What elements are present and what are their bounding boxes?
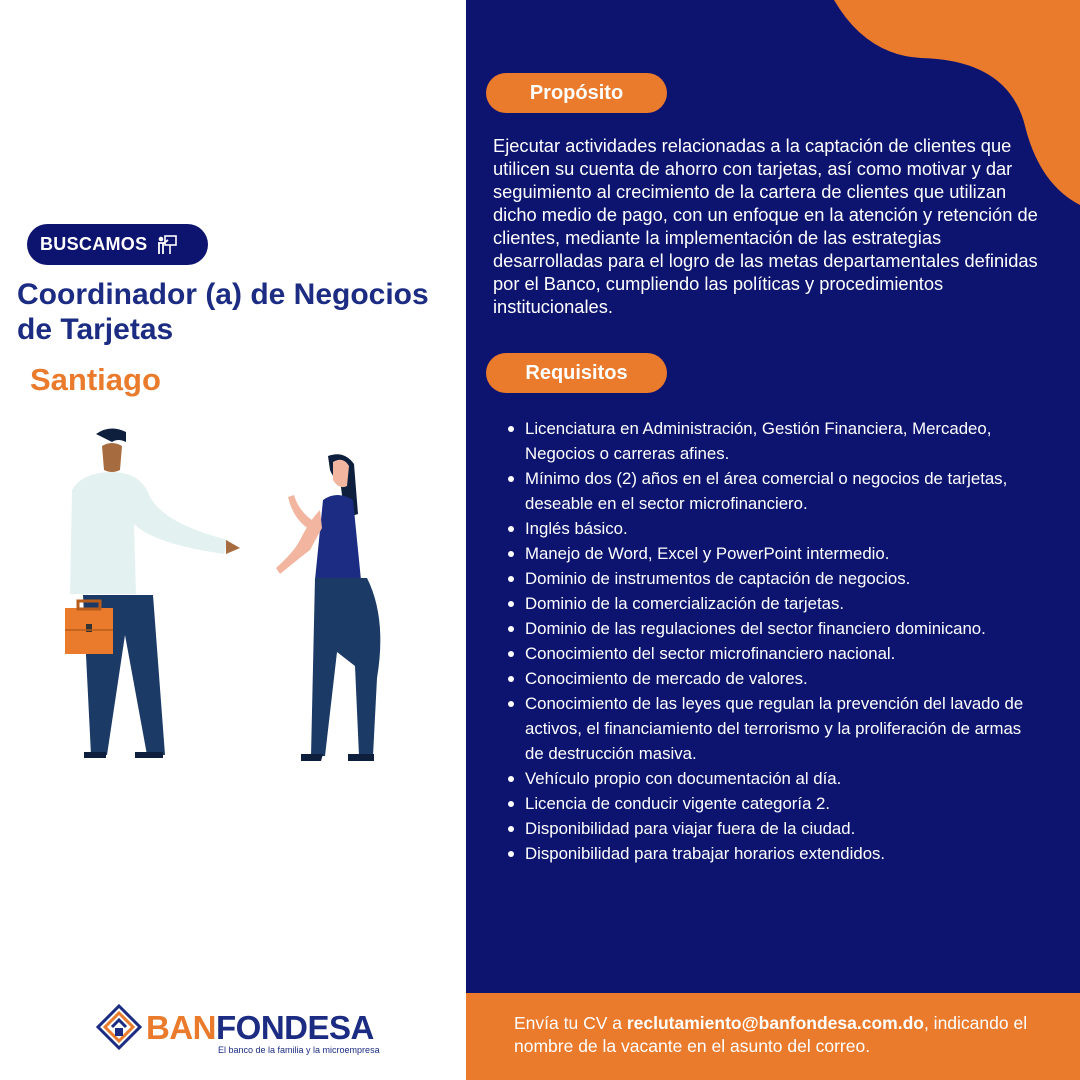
buscamos-label: BUSCAMOS [40,234,148,254]
brand-fondesa: FONDESA [216,1009,374,1046]
people-illustration [50,420,400,770]
requirement-item: Licenciatura en Administración, Gestión Financiera, Mercadeo, Negocios o carreras afines. [507,416,1037,466]
footer-suffix: , indicando el nombre de la vacante en el asunto del correo. [514,1013,1028,1056]
requirement-item: Licencia de conducir vigente categoría 2. [507,791,1037,816]
requirement-item: Dominio de instrumentos de captación de negocios. [507,566,1037,591]
job-location: Santiago [30,362,161,397]
requirements-heading: Requisitos [486,353,667,393]
requirements-list [507,416,1037,866]
banfondesa-logo [96,1002,386,1062]
job-title: Coordinador (a) de Negocios de Tarjetas [17,278,429,346]
requirement-item: Disponibilidad para viajar fuera de la ciudad. [507,816,1037,841]
buscamos-badge [27,224,208,265]
presenter-icon [156,234,178,256]
footer-banner [466,993,1080,1080]
banfondesa-logo-icon [96,1004,142,1050]
purpose-text: Ejecutar actividades relacionadas a la captación de clientes que utilicen su cuenta de ahorro con tarjetas, así como motivar y dar seguimiento al crecimiento de la cartera de clientes que utilizan dicho medio de pago, con un enfoque en la atención y retención de clientes, mediante la implementación de las estrategias desarrolladas para el logro de las metas departamentales definidas por el Banco, cumpliendo las políticas y procedimientos institucionales. [493,135,1038,317]
requirement-item: Conocimiento del sector microfinanciero nacional. [507,641,1037,666]
purpose-heading: Propósito [486,73,667,113]
left-panel [0,0,466,1080]
requirement-item: Disponibilidad para trabajar horarios extendidos. [507,841,1037,866]
requirement-item: Dominio de las regulaciones del sector financiero dominicano. [507,616,1037,641]
requirement-item: Mínimo dos (2) años en el área comercial o negocios de tarjetas, deseable en el sector microfinanciero. [507,466,1037,516]
requirement-item: Conocimiento de mercado de valores. [507,666,1037,691]
requirement-item: Inglés básico. [507,516,1037,541]
brand-ban: BAN [146,1009,216,1046]
email-link[interactable]: reclutamiento@banfondesa.com.do [626,1013,924,1033]
brand-name [146,1008,374,1048]
requirement-item: Vehículo propio con documentación al día. [507,766,1037,791]
requirement-item: Dominio de la comercialización de tarjetas. [507,591,1037,616]
requirement-item: Conocimiento de las leyes que regulan la prevención del lavado de activos, el financiamiento del terrorismo y la proliferación de armas de destrucción masiva. [507,691,1037,766]
footer-prefix: Envía tu CV a [514,1013,627,1033]
right-panel [466,0,1080,1080]
requirement-item: Manejo de Word, Excel y PowerPoint intermedio. [507,541,1037,566]
brand-tagline: El banco de la familia y la microempresa [218,1045,380,1055]
